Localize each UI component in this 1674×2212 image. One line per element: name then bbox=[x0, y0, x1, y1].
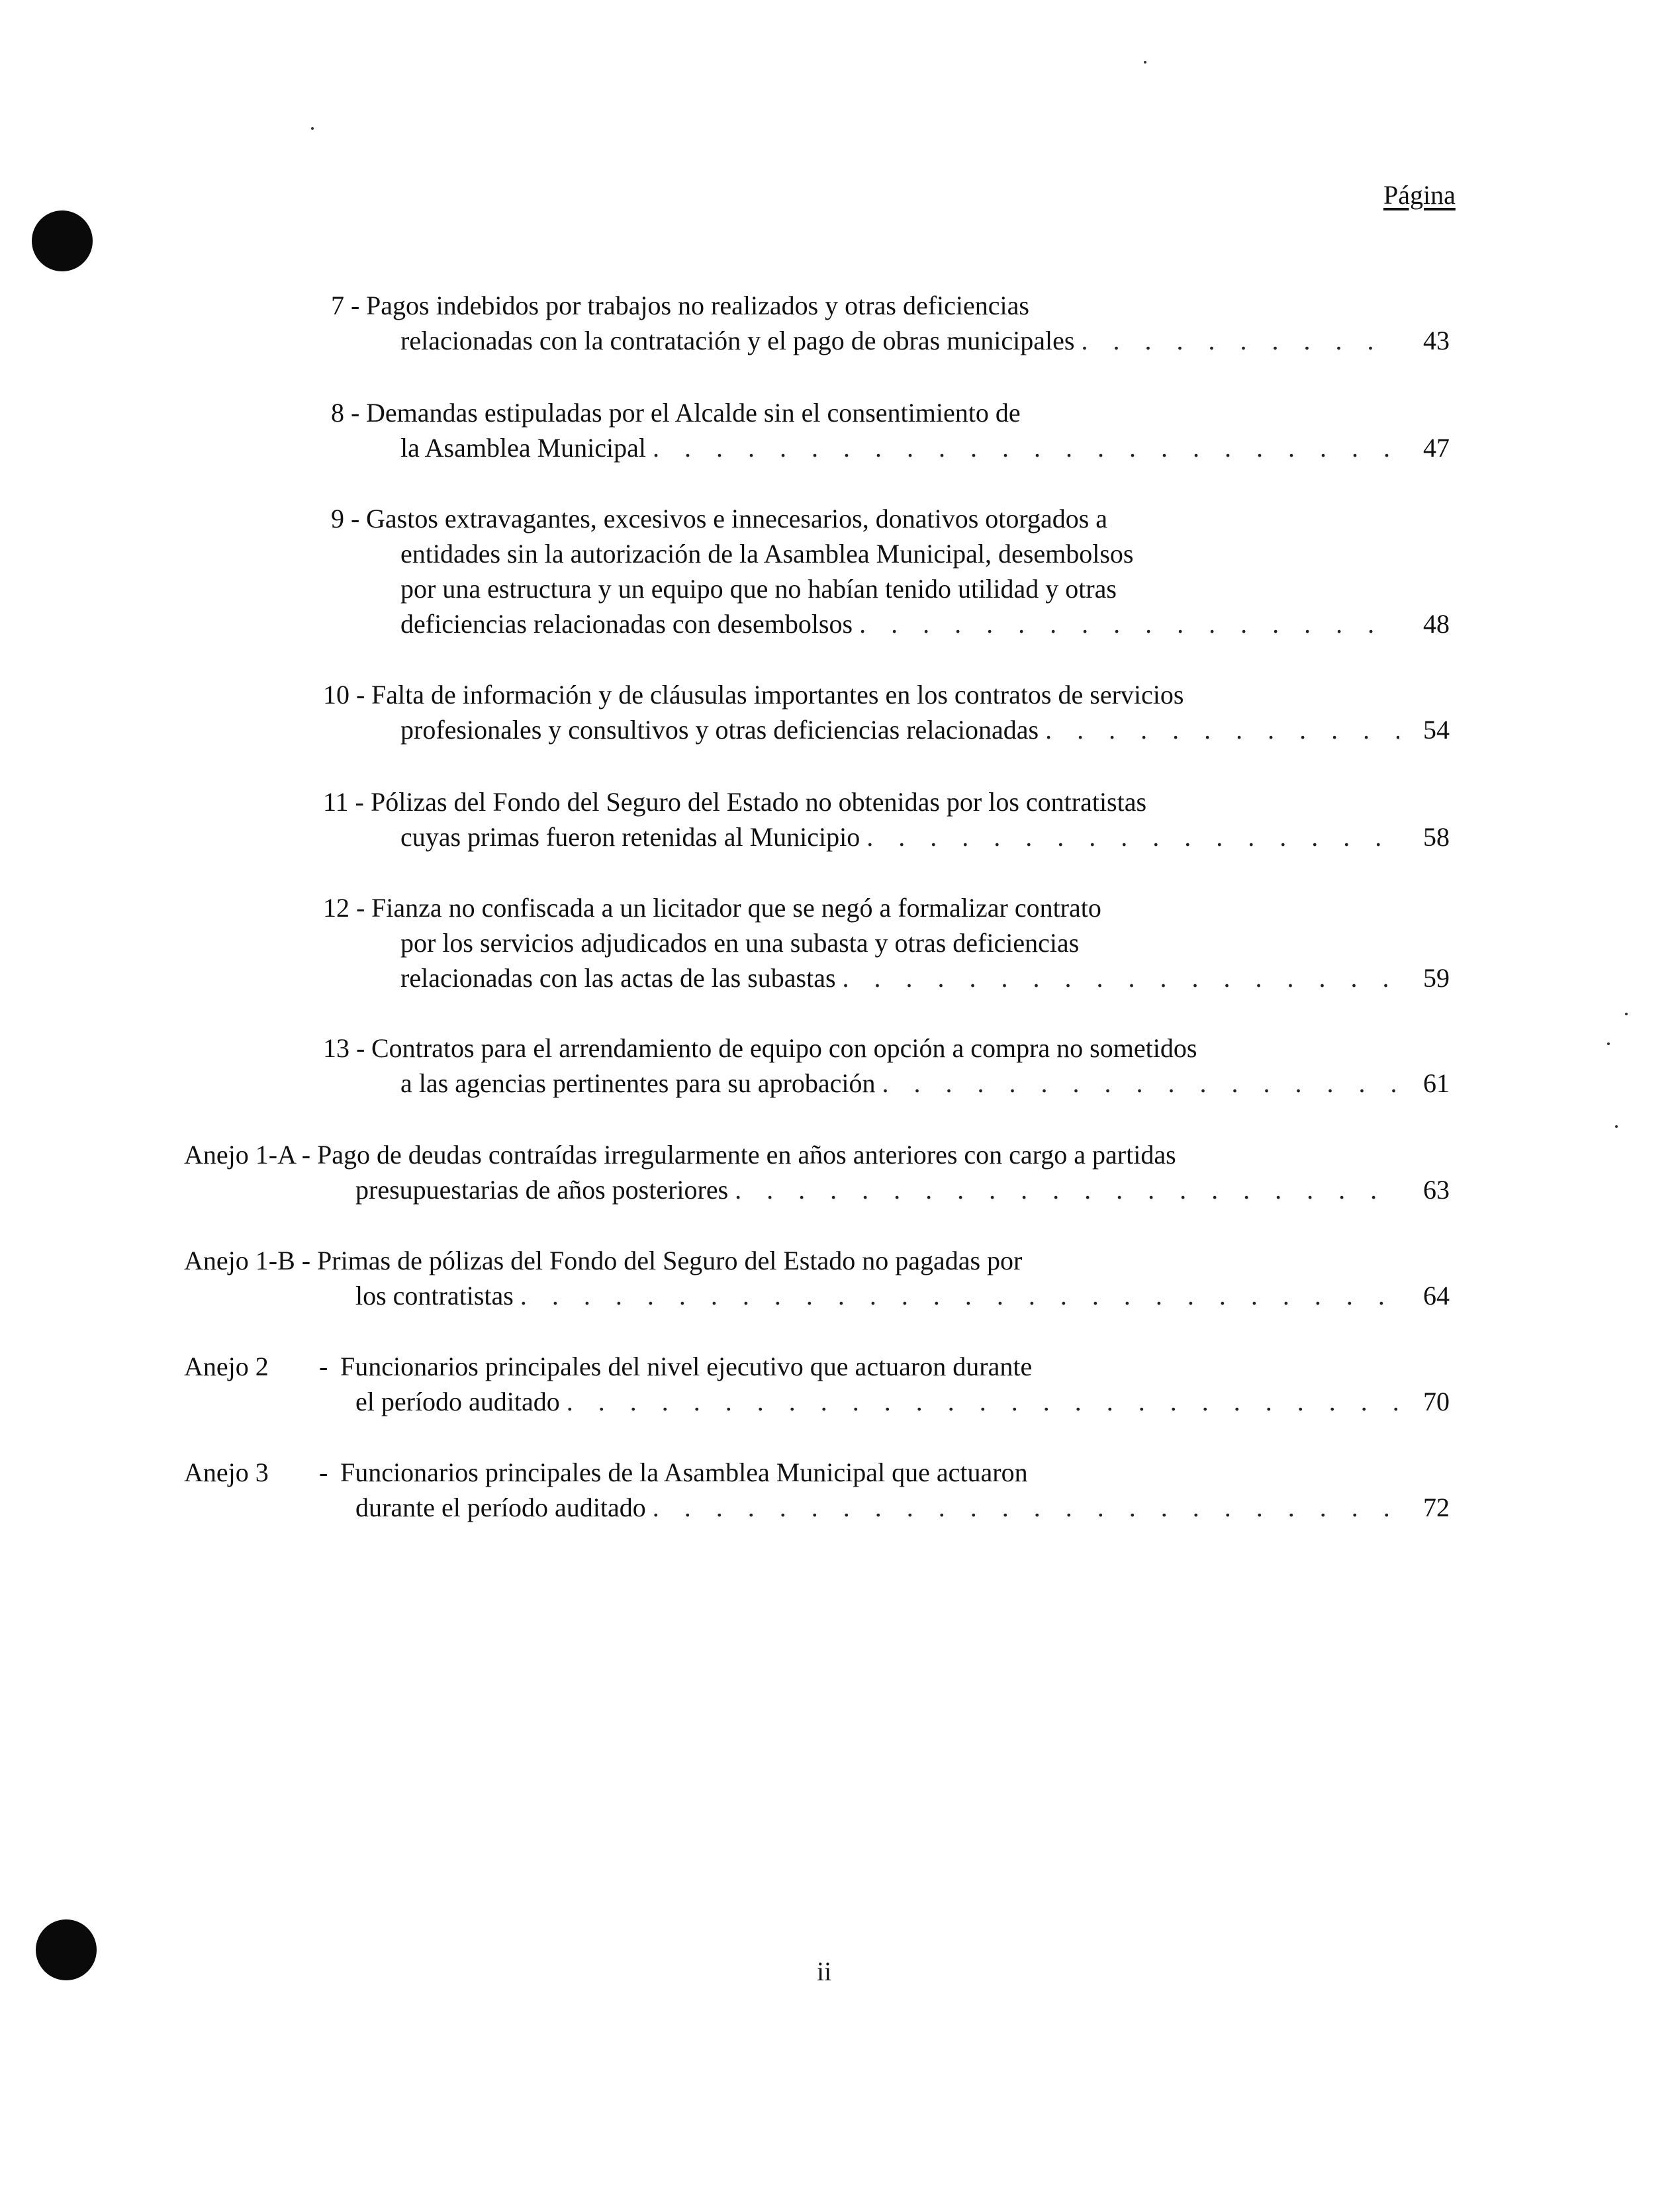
toc-entry-text: por una estructura y un equipo que no habían tenido utilidad y otras bbox=[400, 574, 1117, 604]
binder-hole-bottom bbox=[36, 1919, 97, 1980]
toc-entry-text: el período auditado bbox=[355, 1387, 560, 1416]
toc-page-number: 61 bbox=[1423, 1068, 1450, 1098]
toc-entry-text: los contratistas bbox=[355, 1281, 514, 1311]
toc-entry-text: Pólizas del Fondo del Seguro del Estado no obtenidas por los contratistas bbox=[371, 787, 1147, 817]
dot-leader bbox=[836, 960, 1399, 995]
toc-entry-label: Anejo 3 bbox=[184, 1457, 269, 1487]
toc-entry-dash: - bbox=[319, 1352, 328, 1381]
scan-speck bbox=[1607, 1042, 1610, 1045]
toc-entry-text: Demandas estipuladas por el Alcalde sin el consentimiento de bbox=[366, 398, 1021, 428]
toc-page-number: 64 bbox=[1423, 1281, 1450, 1311]
toc-entry-text: presupuestarias de años posteriores bbox=[355, 1175, 729, 1205]
toc-entry bbox=[0, 1243, 1450, 1313]
toc-entry bbox=[0, 288, 1450, 358]
toc-entry-text: a las agencias pertinentes para su aprobación bbox=[400, 1068, 876, 1098]
toc-entry bbox=[0, 784, 1450, 854]
toc-page-number: 59 bbox=[1423, 963, 1450, 993]
toc-entry-text: por los servicios adjudicados en una subasta y otras deficiencias bbox=[400, 928, 1080, 958]
toc-entry-text: relacionadas con la contratación y el pago de obras municipales bbox=[400, 326, 1075, 355]
toc-entry bbox=[0, 501, 1450, 641]
dot-leader bbox=[860, 819, 1399, 854]
toc-entry-text: Gastos extravagantes, excesivos e innecesarios, donativos otorgados a bbox=[366, 504, 1108, 533]
toc-entry-text: Falta de información y de cláusulas importantes en los contratos de servicios bbox=[371, 680, 1184, 710]
toc-entry-text: Pagos indebidos por trabajos no realizados y otras deficiencias bbox=[366, 291, 1029, 320]
toc-entry bbox=[0, 1349, 1450, 1419]
scan-speck bbox=[1615, 1125, 1618, 1128]
toc-entry-label: 11 - bbox=[323, 787, 364, 817]
toc-entry-text: durante el período auditado bbox=[355, 1493, 646, 1522]
dot-leader bbox=[728, 1172, 1399, 1207]
toc-entry-label: 13 - bbox=[323, 1033, 365, 1063]
toc-page-number: 70 bbox=[1423, 1387, 1450, 1416]
toc-page-number: 63 bbox=[1423, 1175, 1450, 1205]
dot-leader bbox=[853, 606, 1399, 641]
toc-entry-label: Anejo 1-A - bbox=[184, 1140, 311, 1170]
toc-entry-text: Pago de deudas contraídas irregularmente en años anteriores con cargo a partidas bbox=[317, 1140, 1176, 1170]
toc-page-number: 72 bbox=[1423, 1493, 1450, 1522]
scan-speck bbox=[1144, 61, 1146, 64]
toc-page-number: 58 bbox=[1423, 822, 1450, 852]
scan-speck bbox=[1625, 1013, 1628, 1015]
dot-leader bbox=[514, 1278, 1399, 1313]
toc-entry-text: deficiencias relacionadas con desembolsos bbox=[400, 609, 853, 639]
toc-entry bbox=[0, 677, 1450, 747]
toc-entry-text: cuyas primas fueron retenidas al Municipio bbox=[400, 822, 860, 852]
toc-entry-text: Contratos para el arrendamiento de equipo con opción a compra no sometidos bbox=[371, 1033, 1197, 1063]
toc-entry-text: profesionales y consultivos y otras deficiencias relacionadas bbox=[400, 715, 1039, 745]
toc-entry-label: 7 - bbox=[331, 291, 360, 320]
toc-entry bbox=[0, 395, 1450, 465]
toc-entry bbox=[0, 1137, 1450, 1207]
toc-entry-text: Primas de pólizas del Fondo del Seguro del Estado no pagadas por bbox=[317, 1246, 1023, 1275]
dot-leader bbox=[646, 430, 1399, 465]
pagina-column-header: Página bbox=[1383, 180, 1456, 210]
dot-leader bbox=[1039, 712, 1399, 747]
dot-leader bbox=[875, 1066, 1399, 1101]
toc-page-number: 43 bbox=[1423, 326, 1450, 355]
toc-entry-text: Funcionarios principales del nivel ejecutivo que actuaron durante bbox=[340, 1352, 1033, 1381]
toc-entry-text: Fianza no confiscada a un licitador que se negó a formalizar contrato bbox=[371, 893, 1101, 923]
toc-entry-dash: - bbox=[319, 1457, 328, 1487]
toc-entry-text: la Asamblea Municipal bbox=[400, 433, 647, 463]
toc-page-number: 48 bbox=[1423, 609, 1450, 639]
toc-entry-label: 8 - bbox=[331, 398, 360, 428]
page-number: ii bbox=[817, 1957, 832, 1986]
toc-entry-label: Anejo 2 bbox=[184, 1352, 269, 1381]
toc-entry-label: 10 - bbox=[323, 680, 365, 710]
toc-entry-label: 12 - bbox=[323, 893, 365, 923]
toc-page-number: 47 bbox=[1423, 433, 1450, 463]
toc-entry bbox=[0, 1031, 1450, 1101]
toc-entry-label: 9 - bbox=[331, 504, 360, 533]
dot-leader bbox=[1074, 323, 1399, 358]
toc-entry bbox=[0, 890, 1450, 995]
toc-entry bbox=[0, 1455, 1450, 1525]
binder-hole-top bbox=[32, 210, 93, 271]
dot-leader bbox=[560, 1384, 1399, 1419]
toc-page-number: 54 bbox=[1423, 715, 1450, 745]
toc-entry-text: Funcionarios principales de la Asamblea Municipal que actuaron bbox=[340, 1457, 1028, 1487]
toc-entry-text: relacionadas con las actas de las subastas bbox=[400, 963, 836, 993]
toc-entry-text: entidades sin la autorización de la Asamblea Municipal, desembolsos bbox=[400, 539, 1134, 569]
dot-leader bbox=[646, 1490, 1399, 1525]
scan-speck bbox=[311, 127, 314, 130]
toc-entry-label: Anejo 1-B - bbox=[184, 1246, 311, 1275]
